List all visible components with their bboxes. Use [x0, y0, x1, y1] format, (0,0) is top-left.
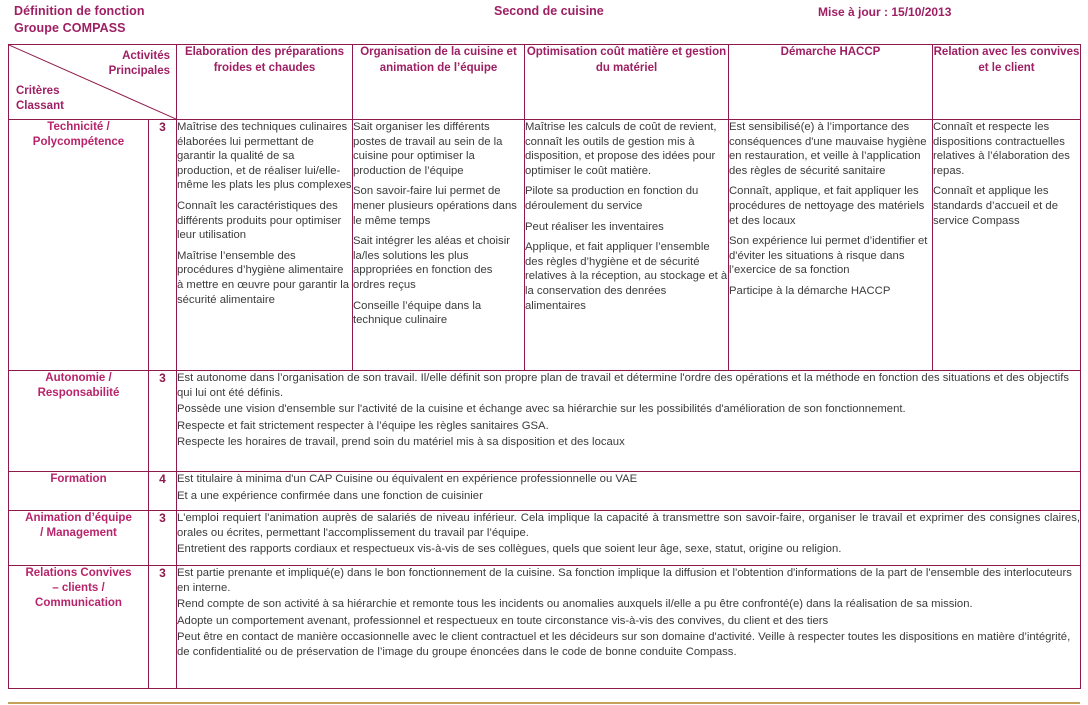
table-row: [9, 371, 1081, 472]
cell-relations-merged: [177, 566, 1081, 689]
level-value-autonomie: 3: [149, 371, 177, 472]
paragraph-0: Est autonome dans l’organisation de son travail. Il/elle définit son propre plan de travail et détermine l'ordre des opérations et la méthode en fonction des situations et des objectifs qui lui ont été définis.: [177, 372, 1070, 399]
paragraph-1: Possède une vision d'ensemble sur l'activité de la cuisine et échange avec sa hiérarchie sur les possibilités d'amélioration de son fonctionnement.: [177, 403, 906, 416]
paragraph-2: Sait intégrer les aléas et choisir la/les solutions les plus appropriées en fonction des ordres reçus: [353, 235, 510, 291]
criteria-line1: Autonomie /: [45, 372, 112, 384]
cell-technicite-relation: [933, 120, 1081, 371]
activities-axis-label: [109, 49, 170, 79]
criteria-label-formation: [9, 472, 149, 511]
document-title: [14, 3, 145, 37]
table-row: [9, 120, 1081, 371]
cell-technicite-haccp: [729, 120, 933, 371]
column-header-elaboration: Elaboration des préparations froides et chaudes: [177, 45, 353, 120]
column-header-organisation: Organisation de la cuisine et animation de l’équipe: [353, 45, 525, 120]
paragraph-0: L'emploi requiert l'animation auprès de salariés de niveau inférieur. Cela implique la capacité à transmettre son savoir-faire, organiser le travail et exprimer des consignes claires, orales ou écrites, permettant l'accomplissement du travail par l’équipe.: [177, 512, 1080, 539]
paragraph-2: Peut réaliser les inventaires: [525, 220, 664, 233]
table-row: [9, 511, 1081, 566]
criteria-line2: Polycompétence: [32, 136, 125, 148]
paragraph-1: Entretient des rapports cordiaux et respectueux vis-à-vis de ses collègues, quels que soient leur âge, sexe, statut, origine ou religion.: [177, 543, 842, 556]
last-update-date: Mise à jour : 15/10/2013: [818, 5, 952, 19]
table-row: [9, 472, 1081, 511]
paragraph-0: Est titulaire à minima d'un CAP Cuisine ou équivalent en expérience professionnelle ou VAE: [177, 473, 638, 485]
paragraph-1: Connaît les caractéristiques des différents produits pour optimiser leur utilisation: [177, 199, 342, 242]
activities-label-line1: Activités: [122, 50, 170, 62]
paragraph-1: Connaît et applique les standards d’accueil et de service Compass: [933, 185, 1058, 227]
paragraph-1: Et a une expérience confirmée dans une fonction de cuisinier: [177, 489, 483, 502]
paragraph-3: Respecte les horaires de travail, prend soin du matériel mis à sa disposition et des locaux: [177, 436, 625, 449]
criteria-label-technicite: [9, 120, 149, 371]
criteria-label-animation: [9, 511, 149, 566]
paragraph-3: Applique, et fait appliquer l’ensemble des règles d’hygiène et de sécurité relatives à la réception, au stockage et à la conservation des denrées alimentaires: [525, 241, 728, 312]
paragraph-1: Son savoir-faire lui permet de mener plusieurs opérations dans le même temps: [353, 185, 517, 227]
criteria-line2: Responsabilité: [37, 387, 120, 399]
criteria-label-line1: Critères: [16, 85, 60, 97]
criteria-label-relations: [9, 566, 149, 689]
column-header-optimisation: Optimisation coût matière et gestion du matériel: [525, 45, 729, 120]
criteria-line2: / Management: [40, 527, 117, 539]
column-header-relation: Relation avec les convives et le client: [933, 45, 1081, 120]
criteria-line1: Technicité /: [47, 121, 110, 133]
job-title: Second de cuisine: [494, 4, 604, 18]
paragraph-0: Maîtrise des techniques culinaires élaborées lui permettant de garantir la qualité de sa production, et de réaliser lui/elle-même les plats les plus complexes: [177, 121, 352, 192]
footer-rule: [8, 702, 1080, 704]
criteria-label-line2: Classant: [16, 100, 64, 112]
paragraph-1: Connaît, applique, et fait appliquer les procédures de nettoyage des matériels et des locaux: [729, 185, 925, 227]
criteria-line1: Animation d’équipe: [25, 512, 132, 524]
corner-header-cell: [9, 45, 177, 120]
paragraph-0: Connaît et respecte les dispositions contractuelles relatives à l’élaboration des repas.: [933, 121, 1070, 177]
paragraph-0: Est partie prenante et impliqué(e) dans le bon fonctionnement de la cuisine. Sa fonction implique la diffusion et l'obtention d'informations de la part de l'ensemble des interlocuteurs en interne.: [177, 567, 1072, 594]
level-value-formation: 4: [149, 472, 177, 511]
criteria-axis-label: [16, 84, 64, 114]
criteria-label-autonomie: [9, 371, 149, 472]
level-value-animation: 3: [149, 511, 177, 566]
activities-label-line2: Principales: [108, 65, 170, 77]
level-value-relations: 3: [149, 566, 177, 689]
paragraph-2: Respecte et fait strictement respecter à l’équipe les règles sanitaires GSA.: [177, 419, 549, 432]
criteria-line3: Communication: [35, 597, 122, 609]
cell-technicite-optimisation: [525, 120, 729, 371]
cell-animation-merged: [177, 511, 1081, 566]
document-title-line1: Définition de fonction: [14, 4, 145, 18]
paragraph-0: Maîtrise les calculs de coût de revient, connaît les outils de gestion mis à disposition, et propose des idées pour optimiser le coût matière.: [525, 121, 717, 177]
level-value-technicite: 3: [149, 120, 177, 371]
paragraph-3: Conseille l’équipe dans la technique culinaire: [353, 299, 482, 327]
paragraph-2: Adopte un comportement avenant, professionnel et respectueux en toute circonstance vis-à-vis des convives, du client et des tiers: [177, 614, 829, 627]
cell-autonomie-merged: [177, 371, 1081, 472]
cell-technicite-organisation: [353, 120, 525, 371]
paragraph-0: Est sensibilisé(e) à l’importance des conséquences d'une mauvaise hygiène en restauration, et veille à l’application des règles de sécurité sanitaire: [729, 121, 927, 177]
paragraph-3: Peut être en contact de manière occasionnelle avec le client contractuel et les décideurs sur son domaine d'activité. Veille à respecter toutes les dispositions en matière d’intégrité, de confidentialité ou de préservation de l’image du groupe énoncées dans le code de bonne conduite Compass.: [177, 631, 1071, 658]
table-row: [9, 566, 1081, 689]
criteria-line1: Relations Convives: [25, 567, 132, 579]
column-header-haccp: Démarche HACCP: [729, 45, 933, 120]
paragraph-2: Son expérience lui permet d’identifier et d'éviter les situations à risque dans l’exercice de sa fonction: [729, 235, 928, 277]
table-header-row: [9, 45, 1081, 120]
paragraph-0: Sait organiser les différents postes de travail au sein de la cuisine pour optimiser la production de l’équipe: [353, 121, 503, 177]
paragraph-3: Participe à la démarche HACCP: [729, 284, 891, 297]
criteria-line1: Formation: [50, 473, 107, 485]
cell-formation-merged: [177, 472, 1081, 511]
cell-technicite-elaboration: [177, 120, 353, 371]
competency-matrix-table: [8, 44, 1081, 689]
paragraph-1: Rend compte de son activité à sa hiérarchie et remonte tous les incidents ou anomalies auxquels il/elle a pu être confronté(e) dans la réalisation de sa mission.: [177, 598, 973, 611]
paragraph-2: Maîtrise l’ensemble des procédures d’hygiène alimentaire à mettre en œuvre pour garantir la sécurité alimentaire: [177, 249, 350, 306]
document-title-line2: Groupe COMPASS: [14, 21, 126, 35]
document-header: [0, 0, 1088, 43]
criteria-line2: – clients /: [52, 582, 105, 594]
paragraph-1: Pilote sa production en fonction du déroulement du service: [525, 185, 699, 212]
